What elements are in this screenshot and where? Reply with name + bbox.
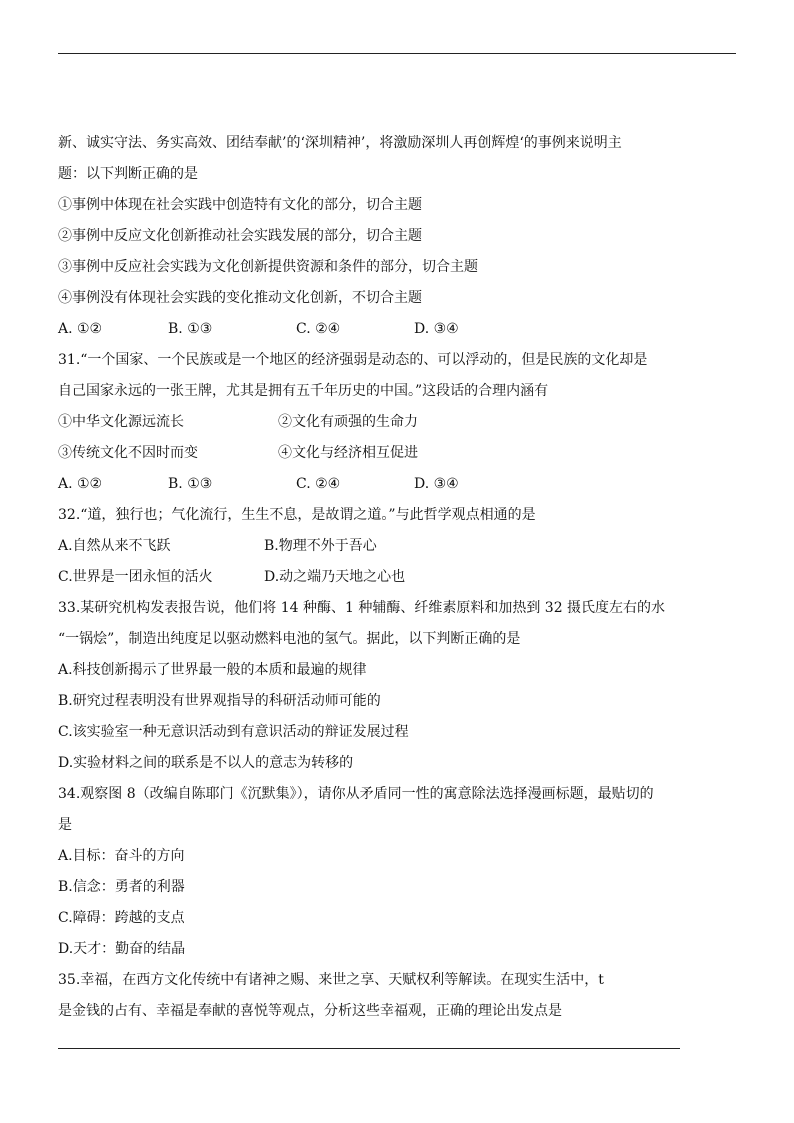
- statement-1: ①事例中体现在社会实践中创造特有文化的部分，切合主题: [58, 197, 422, 213]
- q31-option-d: D. ③④: [414, 476, 459, 492]
- q35-stem-1: 35.幸福，在西方文化传统中有诸神之赐、来世之享、天赋权利等解读。在现实生活中，t: [58, 972, 604, 988]
- q31-stem-2: 自己国家永远的一张王牌，尤其是拥有五千年历史的中国。”这段话的合理内涵有: [58, 383, 549, 399]
- q33-option-b: B.研究过程表明没有世界观指导的科研活动师可能的: [58, 693, 381, 709]
- header-rule: [58, 53, 736, 54]
- q31-statement-1: ①中华文化源远流长: [58, 414, 184, 430]
- intro-line-2: 题：以下判断正确的是: [58, 166, 198, 182]
- q32-option-d: D.动之端乃天地之心也: [264, 569, 406, 585]
- q32-options-row-2: [58, 562, 748, 593]
- statement-4: ④事例没有体现社会实践的变化推动文化创新，不切合主题: [58, 290, 422, 306]
- q31-statement-3: ③传统文化不因时而变: [58, 445, 198, 461]
- q32-options-row-1: [58, 531, 748, 562]
- q33-option-d: D.实验材料之间的联系是不以人的意志为转移的: [58, 755, 354, 771]
- q30-option-d: D. ③④: [414, 321, 459, 337]
- q31-option-c: C. ②④: [296, 476, 341, 492]
- statement-3: ③事例中反应社会实践为文化创新提供资源和条件的部分，切合主题: [58, 259, 478, 275]
- q31-statement-4: ④文化与经济相互促进: [278, 445, 418, 461]
- q31-option-b: B. ①③: [168, 476, 213, 492]
- q34-option-d: D.天才：勤奋的结晶: [58, 941, 186, 957]
- q34-stem-1: 34.观察图 8（改编自陈耶门《沉默集》），请你从矛盾同一性的寓意除法选择漫画标题，最贴切的: [58, 786, 654, 802]
- footer-rule: [58, 1048, 680, 1049]
- intro-line-1: 新、诚实守法、务实高效、团结奉献’的‘深圳精神’，将激励深圳人再创辉煌‘的事例来说明主: [58, 135, 622, 151]
- q32-stem: 32.“道，独行也；气化流行，生生不息，是故谓之道。”与此哲学观点相通的是: [58, 507, 536, 523]
- q31-statements-row-2: [58, 438, 748, 469]
- q34-option-c: C.障碍：跨越的支点: [58, 910, 185, 926]
- document-body: [58, 128, 748, 1027]
- q33-option-a: A.科技创新揭示了世界最一般的本质和最遍的规律: [58, 662, 367, 678]
- statement-2: ②事例中反应文化创新推动社会实践发展的部分，切合主题: [58, 228, 422, 244]
- q31-statements-row-1: [58, 407, 748, 438]
- q33-option-c: C.该实验室一种无意识活动到有意识活动的辩证发展过程: [58, 724, 409, 740]
- q34-option-a: A.目标：奋斗的方向: [58, 848, 185, 864]
- q31-statement-2: ②文化有顽强的生命力: [278, 414, 418, 430]
- q30-options: [58, 314, 748, 345]
- q32-option-c: C.世界是一团永恒的活火: [58, 569, 213, 585]
- q32-option-a: A.自然从来不飞跃: [58, 538, 171, 554]
- q33-stem-1: 33.某研究机构发表报告说，他们将 14 种酶、1 种辅酶、纤维素原料和加热到 32 摄氏度左右的水: [58, 600, 666, 616]
- q30-option-c: C. ②④: [296, 321, 341, 337]
- q30-option-a: A. ①②: [58, 321, 103, 337]
- q31-options: [58, 469, 748, 500]
- q33-stem-2: “一锅烩”，制造出纯度足以驱动燃料电池的氢气。据此，以下判断正确的是: [58, 631, 521, 647]
- q35-stem-2: 是金钱的占有、幸福是奉献的喜悦等观点，分析这些幸福观，正确的理论出发点是: [58, 1003, 562, 1019]
- q34-stem-2: 是: [58, 817, 72, 833]
- q31-stem-1: 31.“一个国家、一个民族或是一个地区的经济强弱是动态的、可以浮动的，但是民族的文化却是: [58, 352, 648, 368]
- q30-option-b: B. ①③: [168, 321, 213, 337]
- q34-option-b: B.信念：勇者的利器: [58, 879, 185, 895]
- q31-option-a: A. ①②: [58, 476, 103, 492]
- q32-option-b: B.物理不外于吾心: [264, 538, 377, 554]
